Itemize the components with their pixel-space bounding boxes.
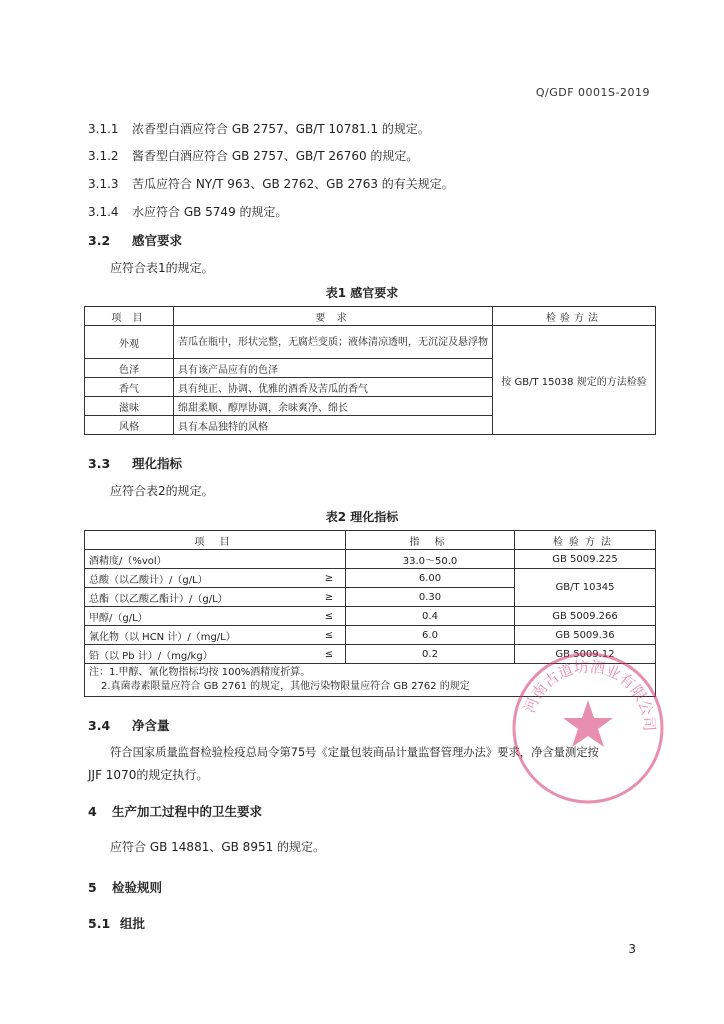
note-line-2: 2.真菌毒素限量应符合 GB 2761 的规定，其他污染物限量应符合 GB 2762 的规定	[101, 681, 470, 692]
column-header-index: 指 标	[346, 531, 515, 550]
cell-value: 6.0	[346, 626, 515, 645]
section-3-2-heading	[88, 231, 182, 249]
note-line-1: 注：1.甲醇、氰化物指标均按 100%酒精度折算。	[89, 667, 311, 678]
clause-number: 3.1.4	[88, 205, 119, 219]
cell-operator: ≤	[313, 645, 346, 664]
cell-item: 滋味	[85, 397, 174, 416]
table-row	[85, 550, 656, 569]
table-row	[85, 626, 656, 645]
table-row	[85, 326, 656, 359]
table-header-row	[85, 307, 656, 326]
cell-item: 酒精度/（%vol）	[85, 550, 314, 569]
section-title: 生产加工过程中的卫生要求	[112, 804, 263, 819]
cell-requirement: 具有纯正、协调、优雅的酒香及苦瓜的香气	[174, 378, 493, 397]
section-number: 5.1	[88, 916, 111, 931]
clause-text: 酱香型白酒应符合 GB 2757、GB/T 26760 的规定。	[132, 149, 419, 163]
cell-requirement: 绵甜柔顺、醇厚协调，余味爽净、绵长	[174, 397, 493, 416]
column-header-method: 检验方法	[493, 307, 656, 326]
section-title: 检验规则	[112, 880, 163, 895]
clause-3-1-2	[88, 147, 418, 164]
section-title: 理化指标	[132, 456, 183, 471]
column-header-item: 项 目	[85, 531, 346, 550]
stamp-text: 河南古道坊酒业有限公司	[520, 657, 659, 732]
table1-caption: 表1 感官要求	[325, 286, 399, 300]
document-id: Q/GDF 0001S-2019	[535, 86, 650, 99]
clause-text: 水应符合 GB 5749 的规定。	[132, 205, 288, 219]
clause-number: 3.1.1	[88, 122, 119, 136]
company-seal-stamp	[508, 648, 668, 808]
table-row	[85, 607, 656, 626]
cell-item: 氰化物（以 HCN 计）/（mg/L）	[85, 626, 314, 645]
section-number: 5	[88, 880, 97, 895]
cell-value: 0.2	[346, 645, 515, 664]
clause-number: 3.1.3	[88, 177, 119, 191]
section-number: 3.4	[88, 718, 111, 733]
cell-method: GB/T 10345	[515, 569, 656, 607]
cell-method: GB 5009.225	[515, 550, 656, 569]
cell-value: 0.30	[346, 588, 515, 607]
cell-value: 33.0～50.0	[346, 550, 515, 569]
section-4-text: 应符合 GB 14881、GB 8951 的规定。	[110, 840, 326, 854]
section-3-3-heading	[88, 454, 182, 472]
section-5-heading	[88, 878, 162, 896]
cell-method: GB 5009.266	[515, 607, 656, 626]
column-header-method: 检验方法	[515, 531, 656, 550]
table-row	[85, 569, 656, 588]
section-3-2-text: 应符合表1的规定。	[110, 261, 214, 275]
star-icon	[563, 700, 613, 747]
table-header-row	[85, 531, 656, 550]
clause-3-1-3	[88, 175, 454, 192]
clause-text: 浓香型白酒应符合 GB 2757、GB/T 10781.1 的规定。	[132, 122, 430, 136]
cell-operator	[313, 550, 346, 569]
section-5-1-heading	[88, 914, 145, 932]
section-3-3-text: 应符合表2的规定。	[110, 484, 214, 498]
section-title: 组批	[120, 916, 146, 931]
cell-operator: ≤	[313, 626, 346, 645]
cell-value: 0.4	[346, 607, 515, 626]
section-3-4-text-line2: JJF 1070的规定执行。	[88, 768, 209, 782]
cell-method: 按 GB/T 15038 规定的方法检验	[493, 326, 656, 435]
cell-item: 外观	[85, 326, 174, 359]
page-number: 3	[628, 942, 636, 956]
section-title: 感官要求	[132, 233, 183, 248]
cell-requirement: 具有本品独特的风格	[174, 416, 493, 435]
column-header-item: 项 目	[85, 307, 174, 326]
clause-3-1-1	[88, 120, 430, 137]
cell-requirement: 苦瓜在瓶中，形状完整，无腐烂变质；液体清凉透明，无沉淀及悬浮物	[174, 326, 493, 359]
section-3-4-text-line1: 符合国家质量监督检验检疫总局令第75号《定量包装商品计量监督管理办法》要求，净含量测定按	[110, 746, 599, 759]
column-header-requirement: 要 求	[174, 307, 493, 326]
table2-caption: 表2 理化指标	[325, 510, 399, 524]
clause-3-1-4	[88, 203, 288, 220]
cell-operator: ≥	[313, 569, 346, 588]
cell-operator: ≤	[313, 607, 346, 626]
cell-item: 甲醇/（g/L）	[85, 607, 314, 626]
section-title: 净含量	[132, 718, 170, 733]
cell-item: 铅（以 Pb 计）/（mg/kg）	[85, 645, 314, 664]
cell-item: 风格	[85, 416, 174, 435]
section-number: 4	[88, 804, 97, 819]
cell-method: GB 5009.12	[515, 645, 656, 664]
cell-requirement: 具有该产品应有的色泽	[174, 359, 493, 378]
sensory-requirements-table	[84, 306, 656, 435]
cell-method: GB 5009.36	[515, 626, 656, 645]
cell-item: 色泽	[85, 359, 174, 378]
cell-item: 总酯（以乙酸乙酯计）/（g/L）	[85, 588, 314, 607]
section-4-heading	[88, 802, 262, 820]
cell-item: 香气	[85, 378, 174, 397]
cell-operator: ≥	[313, 588, 346, 607]
section-3-4-heading	[88, 716, 170, 734]
section-number: 3.2	[88, 233, 111, 248]
cell-value: 6.00	[346, 569, 515, 588]
clause-number: 3.1.2	[88, 149, 119, 163]
clause-text: 苦瓜应符合 NY/T 963、GB 2762、GB 2763 的有关规定。	[132, 177, 454, 191]
section-number: 3.3	[88, 456, 111, 471]
cell-item: 总酸（以乙酸计）/（g/L）	[85, 569, 314, 588]
